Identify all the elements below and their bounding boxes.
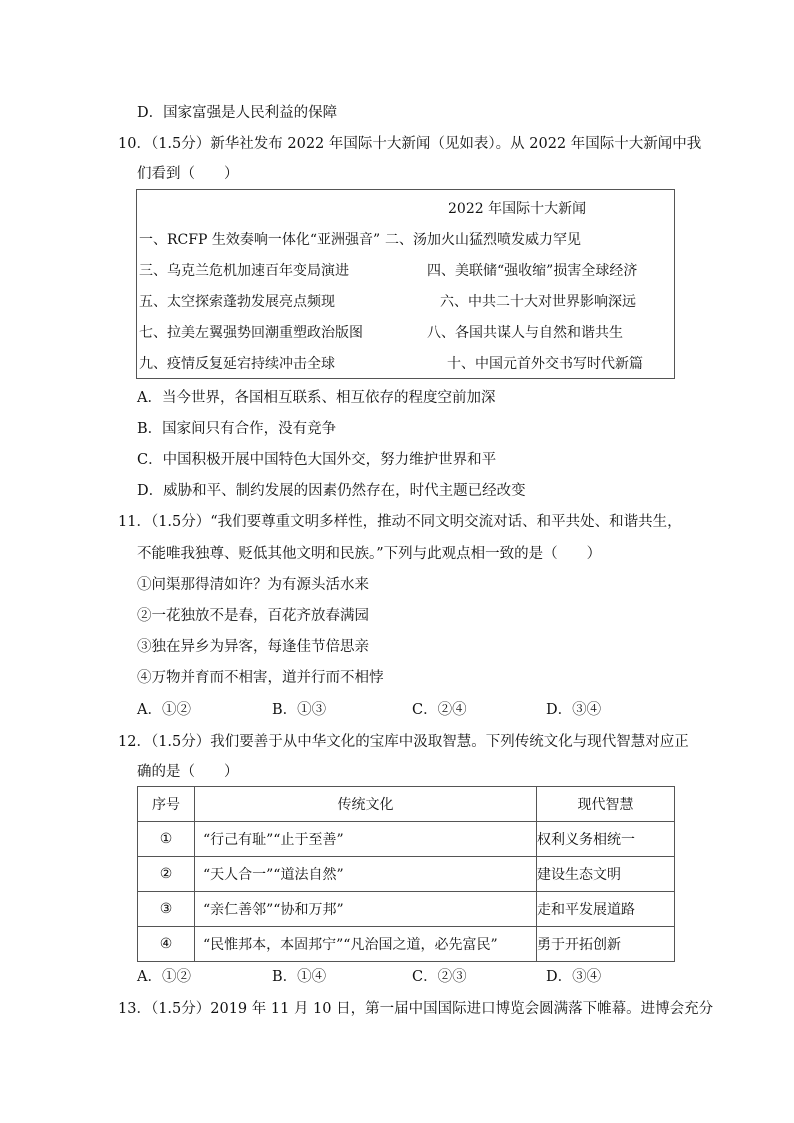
table-cell: “天人合一”“道法自然” xyxy=(194,857,536,892)
q12-table xyxy=(137,786,675,962)
news-item: 五、太空探索蓬勃发展亮点频现 xyxy=(139,294,335,310)
q10-option-d: D．威胁和平、制约发展的因素仍然存在，时代主题已经改变 xyxy=(137,483,526,499)
news-item: 八、各国共谋人与自然和谐共生 xyxy=(427,325,623,341)
q11-item-4: ④万物并育而不相害，道并行而不相悖 xyxy=(137,670,384,686)
q11-option-d: D．③④ xyxy=(546,702,602,718)
table-cell: “行己有耻”“止于至善” xyxy=(194,822,536,857)
q11-item-1: ①问渠那得清如许？为有源头活水来 xyxy=(137,577,369,593)
q11-option-a: A．①② xyxy=(137,702,191,718)
news-table-title: 2022 年国际十大新闻 xyxy=(448,201,587,217)
table-cell: ④ xyxy=(138,927,195,962)
col-header-modern: 现代智慧 xyxy=(536,787,674,822)
news-item: 三、乌克兰危机加速百年变局演进 xyxy=(139,263,349,279)
table-row xyxy=(138,892,675,927)
table-cell: 建设生态文明 xyxy=(536,857,674,892)
col-header-traditional: 传统文化 xyxy=(194,787,536,822)
q10-stem-line2: 们看到（ ） xyxy=(137,166,239,182)
news-item: 六、中共二十大对世界影响深远 xyxy=(440,294,636,310)
table-cell: “亲仁善邻”“协和万邦” xyxy=(194,892,536,927)
q11-option-c: C．②④ xyxy=(412,702,467,718)
q10-stem-line1: 10．（1.5分）新华社发布 2022 年国际十大新闻（见如表）。从 2022 年国际十大新闻中我 xyxy=(118,136,702,152)
q10-option-b: B．国家间只有合作，没有竞争 xyxy=(137,421,337,437)
q11-item-2: ②一花独放不是春，百花齐放春满园 xyxy=(137,608,369,624)
q12-stem-line2: 确的是（ ） xyxy=(137,764,239,780)
table-cell: ① xyxy=(138,822,195,857)
table-cell: ② xyxy=(138,857,195,892)
q12-option-b: B．①④ xyxy=(272,969,327,985)
table-cell: 权利义务相统一 xyxy=(536,822,674,857)
table-row xyxy=(138,857,675,892)
table-row xyxy=(138,927,675,962)
news-item: 四、美联储“强收缩”损害全球经济 xyxy=(427,263,638,279)
news-item: 十、中国元首外交书写时代新篇 xyxy=(447,356,643,372)
q12-option-a: A．①② xyxy=(137,969,191,985)
table-cell: ③ xyxy=(138,892,195,927)
q12-option-c: C．②③ xyxy=(412,969,467,985)
news-item: 二、汤加火山猛烈喷发威力罕见 xyxy=(385,232,581,248)
q11-stem-line2: 不能唯我独尊、贬低其他文明和民族。”下列与此观点相一致的是（ ） xyxy=(137,546,602,562)
news-item: 七、拉美左翼强势回潮重塑政治版图 xyxy=(139,325,363,341)
q9-option-d: D．国家富强是人民利益的保障 xyxy=(137,105,338,121)
q10-option-c: C．中国积极开展中国特色大国外交，努力维护世界和平 xyxy=(137,452,497,468)
q11-stem-line1: 11．（1.5分）“我们要尊重文明多样性，推动不同文明交流对话、和平共处、和谐共生， xyxy=(118,514,682,530)
news-item: 九、疫情反复延宕持续冲击全球 xyxy=(139,356,335,372)
q10-option-a: A．当今世界，各国相互联系、相互依存的程度空前加深 xyxy=(137,390,496,406)
table-cell: “民惟邦本，本固邦宁”“凡治国之道，必先富民” xyxy=(194,927,536,962)
q11-option-b: B．①③ xyxy=(272,702,327,718)
news-item: 一、RCFP 生效奏响一体化“亚洲强音” xyxy=(139,232,381,248)
col-header-index: 序号 xyxy=(138,787,195,822)
table-cell: 勇于开拓创新 xyxy=(536,927,674,962)
table-cell: 走和平发展道路 xyxy=(536,892,674,927)
q10-news-table xyxy=(136,189,675,379)
table-row xyxy=(138,822,675,857)
q11-item-3: ③独在异乡为异客，每逢佳节倍思亲 xyxy=(137,639,369,655)
table-header-row xyxy=(138,787,675,822)
q13-stem-line1: 13．（1.5分）2019 年 11 月 10 日，第一届中国国际进口博览会圆满落下帷幕。进博会充分 xyxy=(118,1001,714,1017)
q12-option-d: D．③④ xyxy=(546,969,602,985)
q12-stem-line1: 12．（1.5分）我们要善于从中华文化的宝库中汲取智慧。下列传统文化与现代智慧对应正 xyxy=(118,734,689,750)
